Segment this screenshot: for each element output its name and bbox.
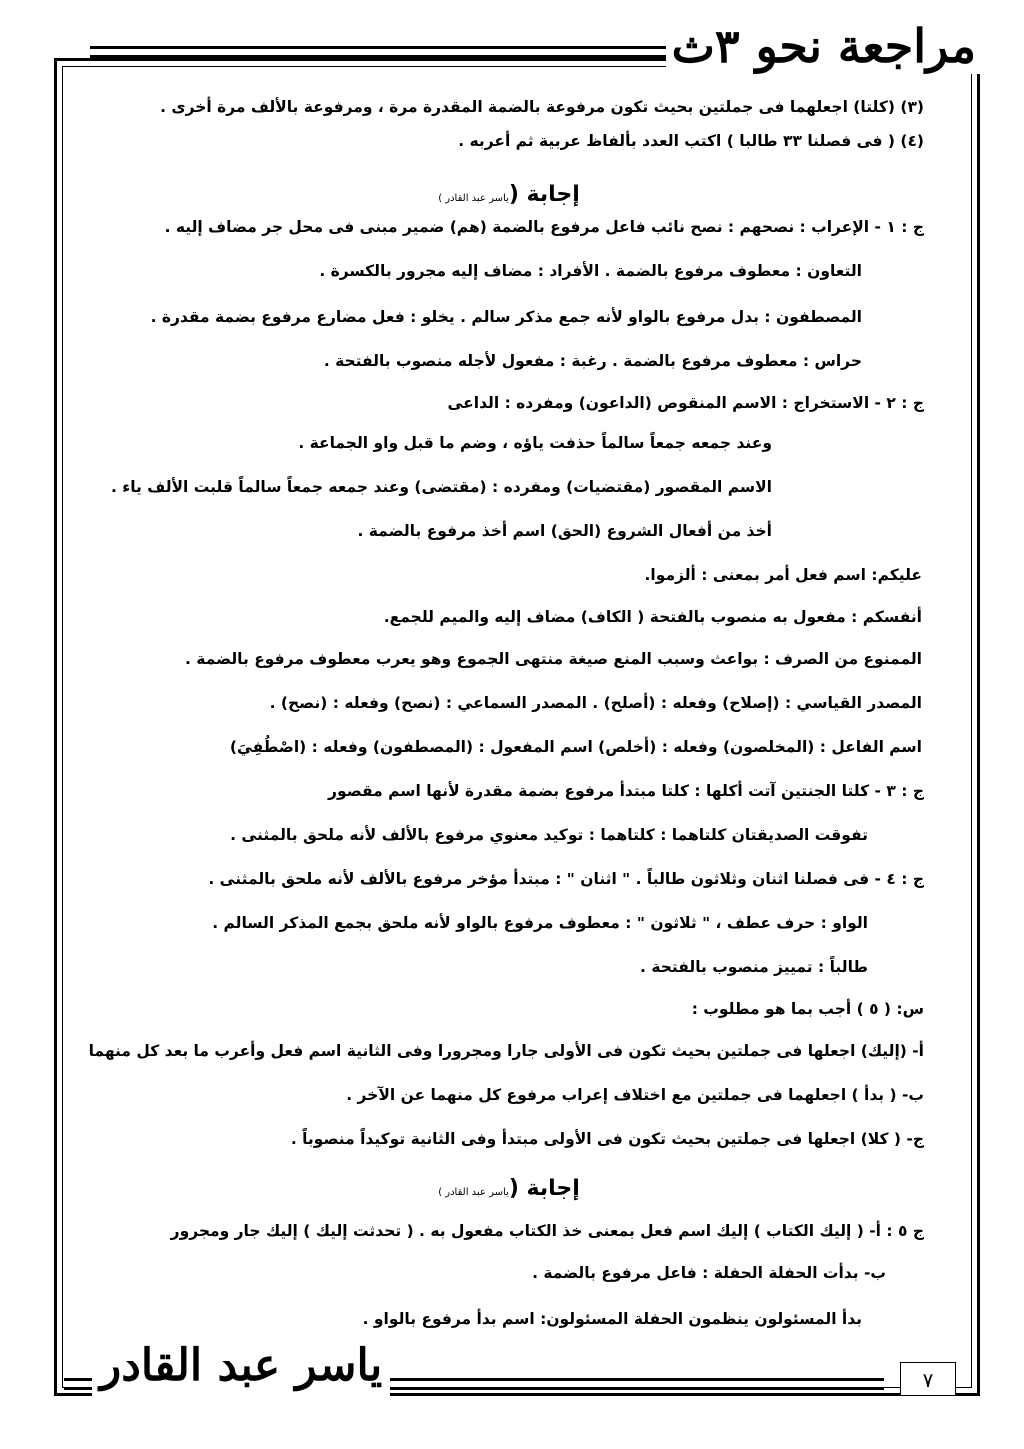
question-line: س: ( ٥ ) أجب بما هو مطلوب : — [691, 1000, 924, 1018]
answer-line: أخذ من أفعال الشروع (الحق) اسم أخذ مرفوع بالضمة . — [357, 522, 772, 540]
answer-line: ج : ٣ - كلتا الجنتين آتت أكلها : كلتا مبتدأ مرفوع بضمة مقدرة لأنها اسم مقصور — [328, 782, 924, 800]
answer-line: الاسم المقصور (مقتضيات) ومفرده : (مقتضى) وعند جمعه جمعاً سالماً قلبت الألف ياء . — [110, 478, 772, 496]
question-line: ب- ( بدأ ) اجعلهما فى جملتين مع اختلاف إعراب مرفوع كل منهما عن الآخر . — [346, 1086, 924, 1104]
answer-line: ج : ١ - الإعراب : نصحهم : نصح نائب فاعل مرفوع بالضمة (هم) ضمير مبنى فى محل جر مضاف إليه . — [164, 218, 924, 236]
answer-line: المصطفون : بدل مرفوع بالواو لأنه جمع مذكر سالم . يخلو : فعل مضارع مرفوع بضمة مقدرة . — [150, 308, 862, 326]
question-line: (٤) ( فى فصلنا ٣٣ طالبا ) اكتب العدد بألفاظ عربية ثم أعربه . — [458, 132, 924, 150]
answer-line: المصدر القياسي : (إصلاح) وفعله : (أصلح) . المصدر السماعي : (نصح) وفعله : (نصح) . — [269, 694, 922, 712]
answer-heading — [86, 1174, 932, 1208]
answer-line: التعاون : معطوف مرفوع بالضمة . الأفراد : مضاف إليه مجرور بالكسرة . — [319, 262, 862, 280]
answer-line: ج : ٤ - فى فصلنا اثنان وثلاثون طالباً . " اثنان " : مبتدأ مؤخر مرفوع بالألف لأنه ملحق بالمثنى . — [208, 870, 924, 888]
answer-heading-word: إجابة ( — [508, 182, 580, 207]
answer-line: وعند جمعه جمعاً سالماً حذفت ياؤه ، وضم ما قبل واو الجماعة . — [298, 434, 772, 452]
answer-line: أنفسكم : مفعول به منصوب بالفتحة ( الكاف) مضاف إليه والميم للجمع. — [383, 608, 922, 626]
answer-line: طالباً : تمييز منصوب بالفتحة . — [640, 958, 868, 976]
answer-line: اسم الفاعل : (المخلصون) وفعله : (أخلص) اسم المفعول : (المصطفون) وفعله : (اصْطُفِيَ) — [229, 738, 922, 756]
answer-heading-author: ياسر عبد القادر ) — [438, 1187, 509, 1198]
answer-line: الممنوع من الصرف : بواعث وسبب المنع صيغة منتهى الجموع وهو يعرب معطوف مرفوع بالضمة . — [185, 650, 922, 668]
page-number: ٧ — [900, 1362, 956, 1396]
answer-heading — [86, 180, 932, 214]
footer-rule — [354, 1378, 884, 1390]
author-signature: ياسر عبد القادر — [92, 1336, 390, 1396]
footer-rule-left — [64, 1378, 94, 1390]
answer-line: ج : ٢ - الاستخراج : الاسم المنقوص (الداعون) ومفرده : الداعى — [447, 394, 924, 412]
question-line: أ- (إليك) اجعلها فى جملتين بحيث تكون فى الأولى جارا ومجرورا وفى الثانية اسم فعل وأعرب ما بعد كل منهما — [88, 1042, 924, 1060]
answer-line: الواو : حرف عطف ، " ثلاثون " : معطوف مرفوع بالواو لأنه ملحق بجمع المذكر السالم . — [212, 914, 868, 932]
question-line: (٣) (كلتا) اجعلهما فى جملتين بحيث تكون مرفوعة بالضمة المقدرة مرة ، ومرفوعة بالألف مرة أخرى . — [160, 98, 924, 116]
header-rule — [90, 46, 730, 58]
answer-line: عليكم: اسم فعل أمر بمعنى : ألزموا. — [644, 566, 922, 584]
answer-line: ج ٥ : أ- ( إليك الكتاب ) إليك اسم فعل بمعنى خذ الكتاب مفعول به . ( تحدثت إليك ) إليك جار ومجرور — [170, 1222, 924, 1240]
answer-heading-word: إجابة ( — [508, 1176, 580, 1201]
answer-line: بدأ المسئولون ينظمون الحفلة المسئولون: اسم بدأ مرفوع بالواو . — [362, 1310, 862, 1328]
page-title: مراجعة نحو ٣ث — [666, 18, 982, 74]
answer-heading-author: ياسر عبد القادر ) — [438, 193, 509, 204]
answer-line: حراس : معطوف مرفوع بالضمة . رغبة : مفعول لأجله منصوب بالفتحة . — [323, 352, 862, 370]
question-line: ج- ( كلا) اجعلها فى جملتين بحيث تكون فى الأولى مبتدأ وفى الثانية توكيداً منصوباً . — [290, 1130, 924, 1148]
answer-line: تفوقت الصديقتان كلتاهما : كلتاهما : توكيد معنوي مرفوع بالألف لأنه ملحق بالمثنى . — [230, 826, 868, 844]
answer-line: ب- بدأت الحفلة الحفلة : فاعل مرفوع بالضمة . — [532, 1264, 886, 1282]
